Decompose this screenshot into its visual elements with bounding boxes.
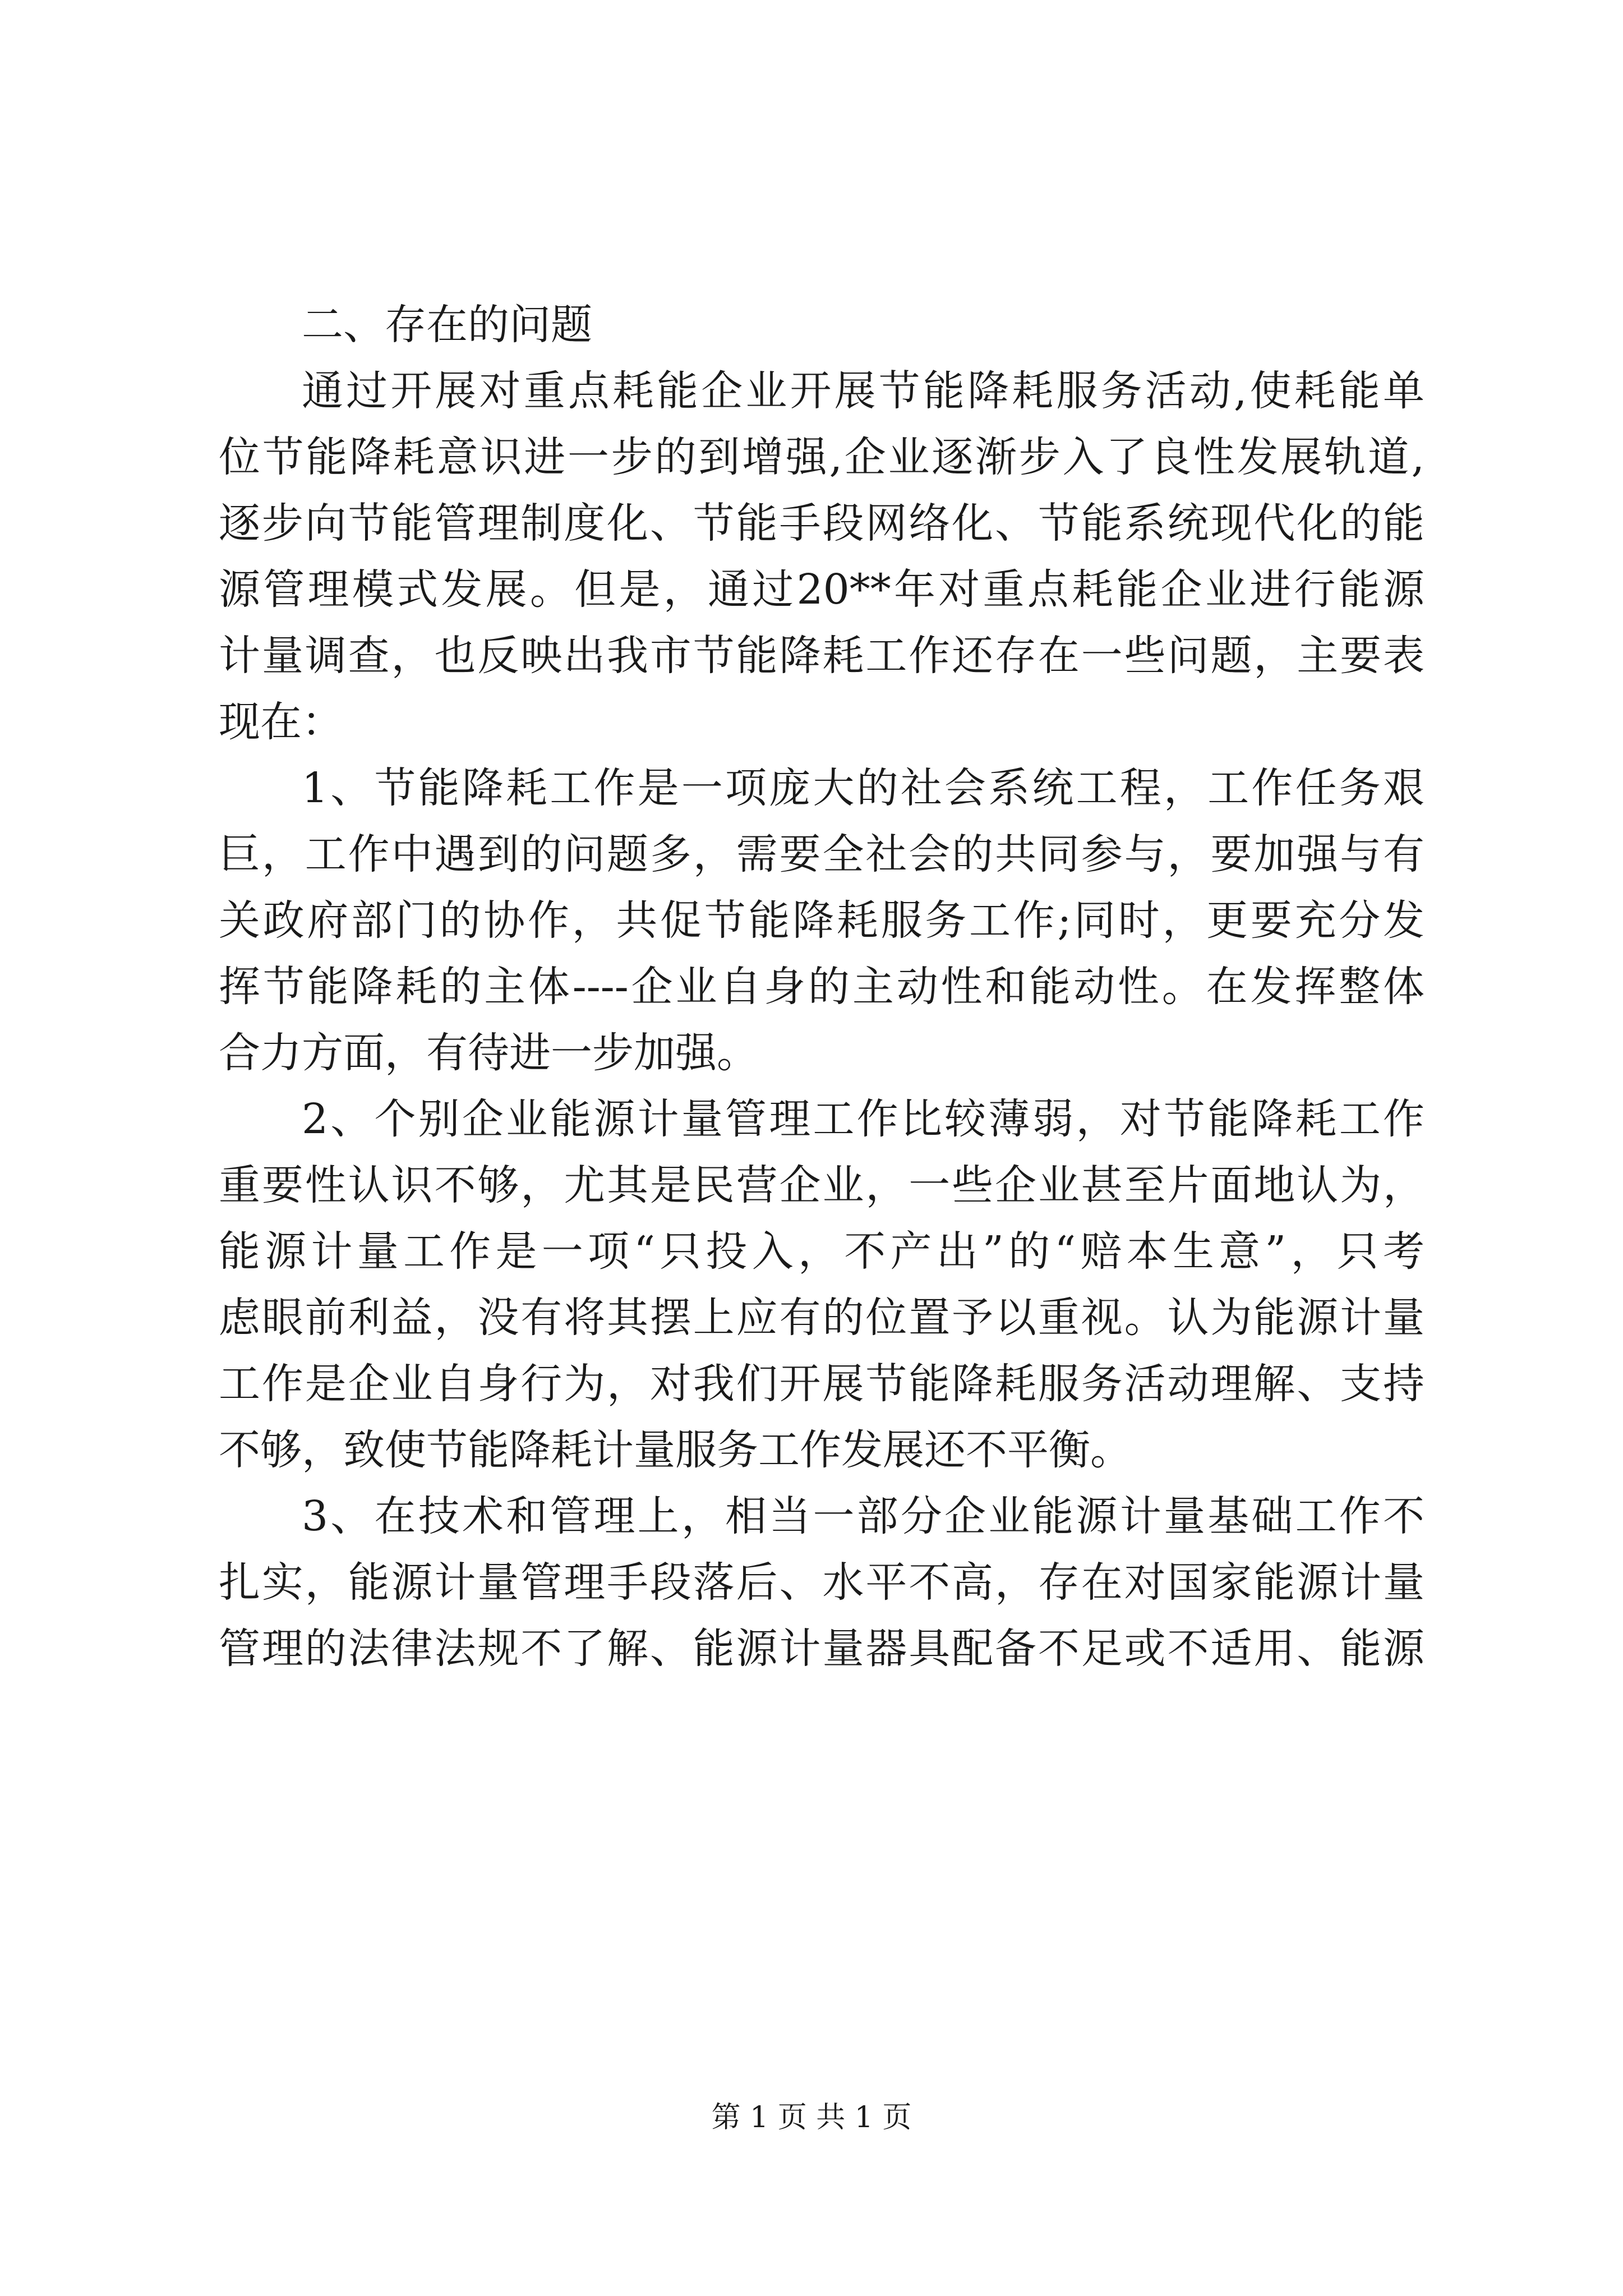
text-line: 挥节能降耗的主体----企业自身的主动性和能动性。在发挥整体 <box>219 963 1424 1011</box>
text-line: 合力方面，有待进一步加强。 <box>219 1029 758 1077</box>
text-line: 虑眼前利益，没有将其摆上应有的位置予以重视。认为能源计量 <box>219 1294 1424 1342</box>
text-line: 关政府部门的协作，共促节能降耗服务工作;同时，更要充分发 <box>219 896 1424 945</box>
text-line: 工作是企业自身行为，对我们开展节能降耗服务活动理解、支持 <box>219 1360 1424 1408</box>
paragraph-overview <box>219 358 1424 755</box>
text-line: 重要性认识不够，尤其是民营企业，一些企业甚至片面地认为， <box>219 1161 1424 1209</box>
text-line: 现在： <box>219 698 343 746</box>
text-line: 位节能降耗意识进一步的到增强,企业逐渐步入了良性发展轨道, <box>219 433 1424 481</box>
text-line: 扎实，能源计量管理手段落后、水平不高，存在对国家能源计量 <box>219 1558 1424 1607</box>
text-line: 计量调查，也反映出我市节能降耗工作还存在一些问题，主要表 <box>219 632 1424 680</box>
paragraph-item-1 <box>219 755 1424 1086</box>
text-line: 逐步向节能管理制度化、节能手段网络化、节能系统现代化的能 <box>219 499 1424 547</box>
text-line: 不够，致使节能降耗计量服务工作发展还不平衡。 <box>219 1426 1132 1474</box>
text-line: 1、节能降耗工作是一项庞大的社会系统工程，工作任务艰 <box>302 764 1424 812</box>
section-heading: 二、存在的问题 <box>302 301 592 349</box>
text-line: 通过开展对重点耗能企业开展节能降耗服务活动,使耗能单 <box>302 367 1424 415</box>
text-line: 2、个别企业能源计量管理工作比较薄弱，对节能降耗工作 <box>302 1095 1424 1143</box>
text-line: 管理的法律法规不了解、能源计量器具配备不足或不适用、能源 <box>219 1625 1424 1673</box>
paragraph-item-2 <box>219 1086 1424 1483</box>
paragraph-item-3 <box>219 1483 1424 1682</box>
text-line: 能源计量工作是一项“只投入，不产出”的“赔本生意”，只考 <box>219 1227 1424 1276</box>
page-footer: 第 1 页 共 1 页 <box>711 2101 912 2134</box>
text-line: 巨，工作中遇到的问题多，需要全社会的共同参与，要加强与有 <box>219 830 1424 878</box>
text-line: 源管理模式发展。但是，通过20**年对重点耗能企业进行能源 <box>219 565 1424 614</box>
text-line: 3、在技术和管理上，相当一部分企业能源计量基础工作不 <box>302 1492 1424 1540</box>
document-body <box>219 292 1424 1682</box>
